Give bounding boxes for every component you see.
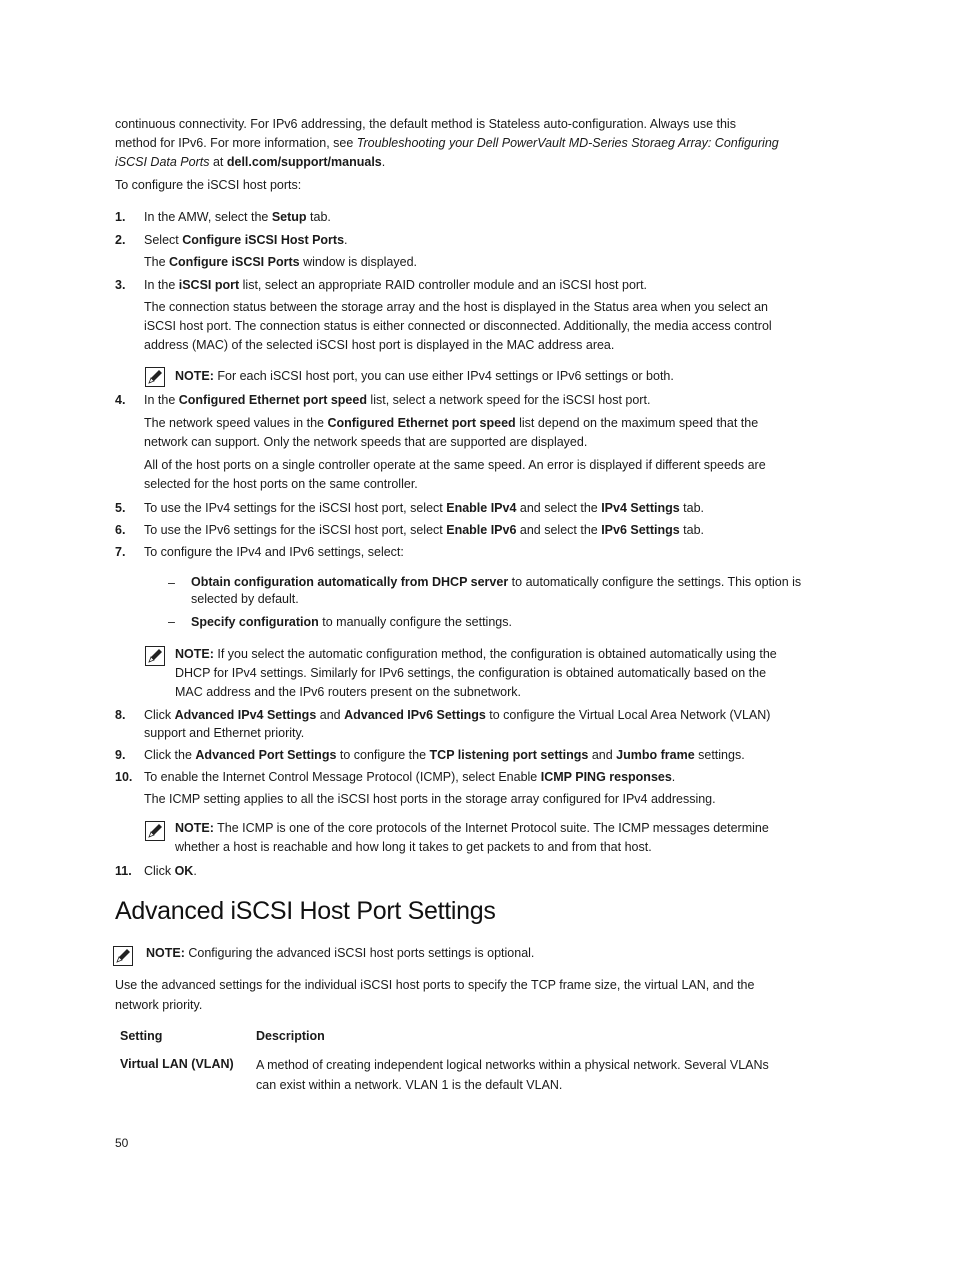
step-9-c: to configure the	[336, 748, 430, 762]
table-header-description: Description	[256, 1029, 325, 1043]
step-4-para-1	[144, 414, 812, 452]
step-6-a: To use the IPv6 settings for the iSCSI host port, select	[144, 523, 447, 537]
step-4-p1-line-2: network can support. Only the network speeds that are supported are displayed.	[144, 435, 588, 449]
option-specify-c: to manually configure the settings.	[318, 615, 512, 629]
table-header-setting: Setting	[120, 1029, 163, 1043]
step-5-e: tab.	[679, 501, 705, 515]
step-8-line-1	[144, 706, 812, 724]
step-8-e: to configure the Virtual Local Area Network (VLAN)	[485, 708, 771, 722]
configure-host-ports-ref: Configure iSCSI Host Ports	[182, 233, 345, 247]
port-speed-ref-2: Configured Ethernet port speed	[327, 416, 516, 430]
step-3-note	[175, 367, 815, 386]
icmp-ping-ref: ICMP PING responses	[540, 770, 672, 784]
step-4-p2-line-1: All of the host ports on a single controller operate at the same speed. An error is displayed if different speeds are	[144, 458, 766, 472]
step-2-a: Select	[144, 233, 183, 247]
iscsi-port-ref: iSCSI port	[178, 278, 240, 292]
intro-text: method for IPv6. For more information, see	[115, 136, 357, 150]
step-7-note-line-1	[175, 645, 815, 664]
ipv6-settings-ref: IPv6 Settings	[601, 523, 680, 537]
step-4-para-2	[144, 456, 812, 494]
intro-line-1: continuous connectivity. For IPv6 addressing, the default method is Stateless auto-configuration. Always use this	[115, 117, 736, 131]
step-4-number: 4.	[115, 393, 126, 407]
ok-ref: OK	[174, 864, 194, 878]
port-speed-ref: Configured Ethernet port speed	[178, 393, 367, 407]
note-label: NOTE:	[175, 369, 214, 383]
intro-paragraph	[115, 115, 815, 172]
step-9-e: and	[588, 748, 617, 762]
advanced-port-settings-ref: Advanced Port Settings	[195, 748, 337, 762]
bullet-dash-2: –	[168, 615, 175, 629]
note-text: If you select the automatic configuration method, the configuration is obtained automatically using the	[213, 647, 777, 661]
step-7-note-line-3: MAC address and the IPv6 routers present on the subnetwork.	[175, 685, 522, 699]
note-label: NOTE:	[175, 647, 214, 661]
table-cell-setting: Virtual LAN (VLAN)	[120, 1057, 234, 1071]
step-10-note-line-2: whether a host is reachable and how long it takes to get packets to and from that host.	[175, 840, 652, 854]
step-7-note-line-2: DHCP for IPv4 settings. Similarly for IPv6 settings, the configuration is obtained automatically based on the	[175, 666, 767, 680]
note-pencil-icon	[113, 946, 133, 966]
option-dhcp-line-1	[191, 574, 811, 591]
step-2-sub-c: window is displayed.	[299, 255, 418, 269]
step-10-number: 10.	[115, 770, 133, 784]
page-number: 50	[115, 1136, 129, 1150]
setup-tab-ref: Setup	[271, 210, 307, 224]
step-8-c: and	[316, 708, 345, 722]
step-9-g: settings.	[694, 748, 745, 762]
step-3-text	[144, 276, 812, 295]
step-4-a: In the	[144, 393, 179, 407]
step-10-note	[175, 819, 815, 857]
step-1-number: 1.	[115, 210, 126, 224]
intro-line-2	[115, 134, 815, 153]
step-4-p1-a: The network speed values in the	[144, 416, 328, 430]
note-label: NOTE:	[146, 946, 185, 960]
step-6-c: and select the	[516, 523, 602, 537]
step-10-para: The ICMP setting applies to all the iSCSI host ports in the storage array configured for IPv4 addressing.	[144, 792, 716, 806]
intro-at: at	[209, 155, 227, 169]
step-6-e: tab.	[679, 523, 705, 537]
note-text: For each iSCSI host port, you can use either IPv4 settings or IPv6 settings or both.	[213, 369, 674, 383]
step-5-a: To use the IPv4 settings for the iSCSI host port, select	[144, 501, 447, 515]
note-pencil-icon	[145, 367, 165, 387]
intro-line-3	[115, 153, 815, 172]
enable-ipv6-ref: Enable IPv6	[446, 523, 517, 537]
step-8-text	[144, 706, 812, 742]
step-4-text	[144, 391, 812, 410]
step-3-a: In the	[144, 278, 179, 292]
step-10-text	[144, 768, 812, 787]
step-4-c: list, select a network speed for the iSCSI host port.	[366, 393, 651, 407]
step-6-number: 6.	[115, 523, 126, 537]
section-note	[146, 944, 806, 963]
step-11-a: Click	[144, 864, 175, 878]
step-6-text	[144, 521, 812, 540]
section-desc-line-1: Use the advanced settings for the individual iSCSI host ports to specify the TCP frame size, the virtual LAN, and the	[115, 978, 755, 992]
step-5-c: and select the	[516, 501, 602, 515]
configure-intro: To configure the iSCSI host ports:	[115, 178, 302, 192]
step-1-c: tab.	[306, 210, 331, 224]
doc-title-ref: Troubleshooting your Dell PowerVault MD-Series Storaeg Array: Configuring	[356, 136, 779, 150]
step-3-para-line-2: iSCSI host port. The connection status is either connected or disconnected. Additionally, the media access control	[144, 319, 772, 333]
step-3-paragraph	[144, 298, 812, 355]
option-dhcp	[191, 574, 811, 608]
step-4-p2-line-2: selected for the host ports on the same controller.	[144, 477, 418, 491]
step-2-number: 2.	[115, 233, 126, 247]
option-dhcp-line-2: selected by default.	[191, 592, 299, 606]
enable-ipv4-ref: Enable IPv4	[446, 501, 517, 515]
step-2-c: .	[344, 233, 348, 247]
step-3-number: 3.	[115, 278, 126, 292]
step-5-text	[144, 499, 812, 518]
step-4-p1-c: list depend on the maximum speed that the	[515, 416, 759, 430]
ipv4-settings-ref: IPv4 Settings	[601, 501, 680, 515]
step-9-text	[144, 746, 812, 765]
section-desc-line-2: network priority.	[115, 998, 203, 1012]
note-label: NOTE:	[175, 821, 214, 835]
configure-ports-window-ref: Configure iSCSI Ports	[169, 255, 300, 269]
jumbo-frame-ref: Jumbo frame	[616, 748, 695, 762]
step-10-c: .	[671, 770, 676, 784]
step-3-para-line-1: The connection status between the storage array and the host is displayed in the Status area when you select an	[144, 300, 768, 314]
table-desc-line-2: can exist within a network. VLAN 1 is the default VLAN.	[256, 1078, 563, 1092]
step-10-a: To enable the Internet Control Message Protocol (ICMP), select Enable	[144, 770, 541, 784]
step-11-number: 11.	[115, 864, 132, 878]
step-3-c: list, select an appropriate RAID controller module and an iSCSI host port.	[239, 278, 648, 292]
step-10-note-line-1	[175, 819, 815, 838]
step-2-text	[144, 231, 812, 250]
advanced-ipv6-ref: Advanced IPv6 Settings	[344, 708, 486, 722]
note-pencil-icon	[145, 646, 165, 666]
step-11-text	[144, 862, 812, 881]
step-8-number: 8.	[115, 708, 126, 722]
step-5-number: 5.	[115, 501, 126, 515]
step-8-a: Click	[144, 708, 175, 722]
intro-period: .	[381, 155, 386, 169]
bullet-dash-1: –	[168, 576, 175, 590]
step-4-p1-line-1	[144, 414, 812, 433]
support-link[interactable]: dell.com/support/manuals	[226, 155, 382, 169]
note-text: Configuring the advanced iSCSI host ports settings is optional.	[184, 946, 535, 960]
table-desc-line-1: A method of creating independent logical networks within a physical network. Several VLANs	[256, 1058, 769, 1072]
specify-option-ref: Specify configuration	[191, 615, 319, 629]
step-9-a: Click the	[144, 748, 196, 762]
option-dhcp-c: to automatically configure the settings. This option is	[508, 575, 802, 589]
note-pencil-icon	[145, 821, 165, 841]
step-11-c: .	[193, 864, 197, 878]
step-8-line-2: support and Ethernet priority.	[144, 726, 305, 740]
step-2-sub	[144, 253, 812, 272]
section-heading: Advanced iSCSI Host Port Settings	[115, 897, 496, 925]
step-7-text: To configure the IPv4 and IPv6 settings, select:	[144, 545, 404, 559]
step-1-text	[144, 208, 812, 227]
step-9-number: 9.	[115, 748, 126, 762]
step-3-para-line-3: address (MAC) of the selected iSCSI host port is displayed in the MAC address area.	[144, 338, 615, 352]
option-specify	[191, 613, 811, 632]
table-cell-description	[256, 1055, 816, 1095]
dhcp-option-ref: Obtain configuration automatically from DHCP server	[191, 575, 509, 589]
advanced-ipv4-ref: Advanced IPv4 Settings	[174, 708, 317, 722]
doc-title-ref-cont: iSCSI Data Ports	[115, 155, 210, 169]
step-2-sub-a: The	[144, 255, 170, 269]
step-7-number: 7.	[115, 545, 126, 559]
note-text: The ICMP is one of the core protocols of the Internet Protocol suite. The ICMP messages determine	[213, 821, 769, 835]
step-7-note	[175, 645, 815, 702]
tcp-listening-ref: TCP listening port settings	[429, 748, 589, 762]
section-description	[115, 975, 815, 1015]
step-1-a: In the AMW, select the	[144, 210, 272, 224]
